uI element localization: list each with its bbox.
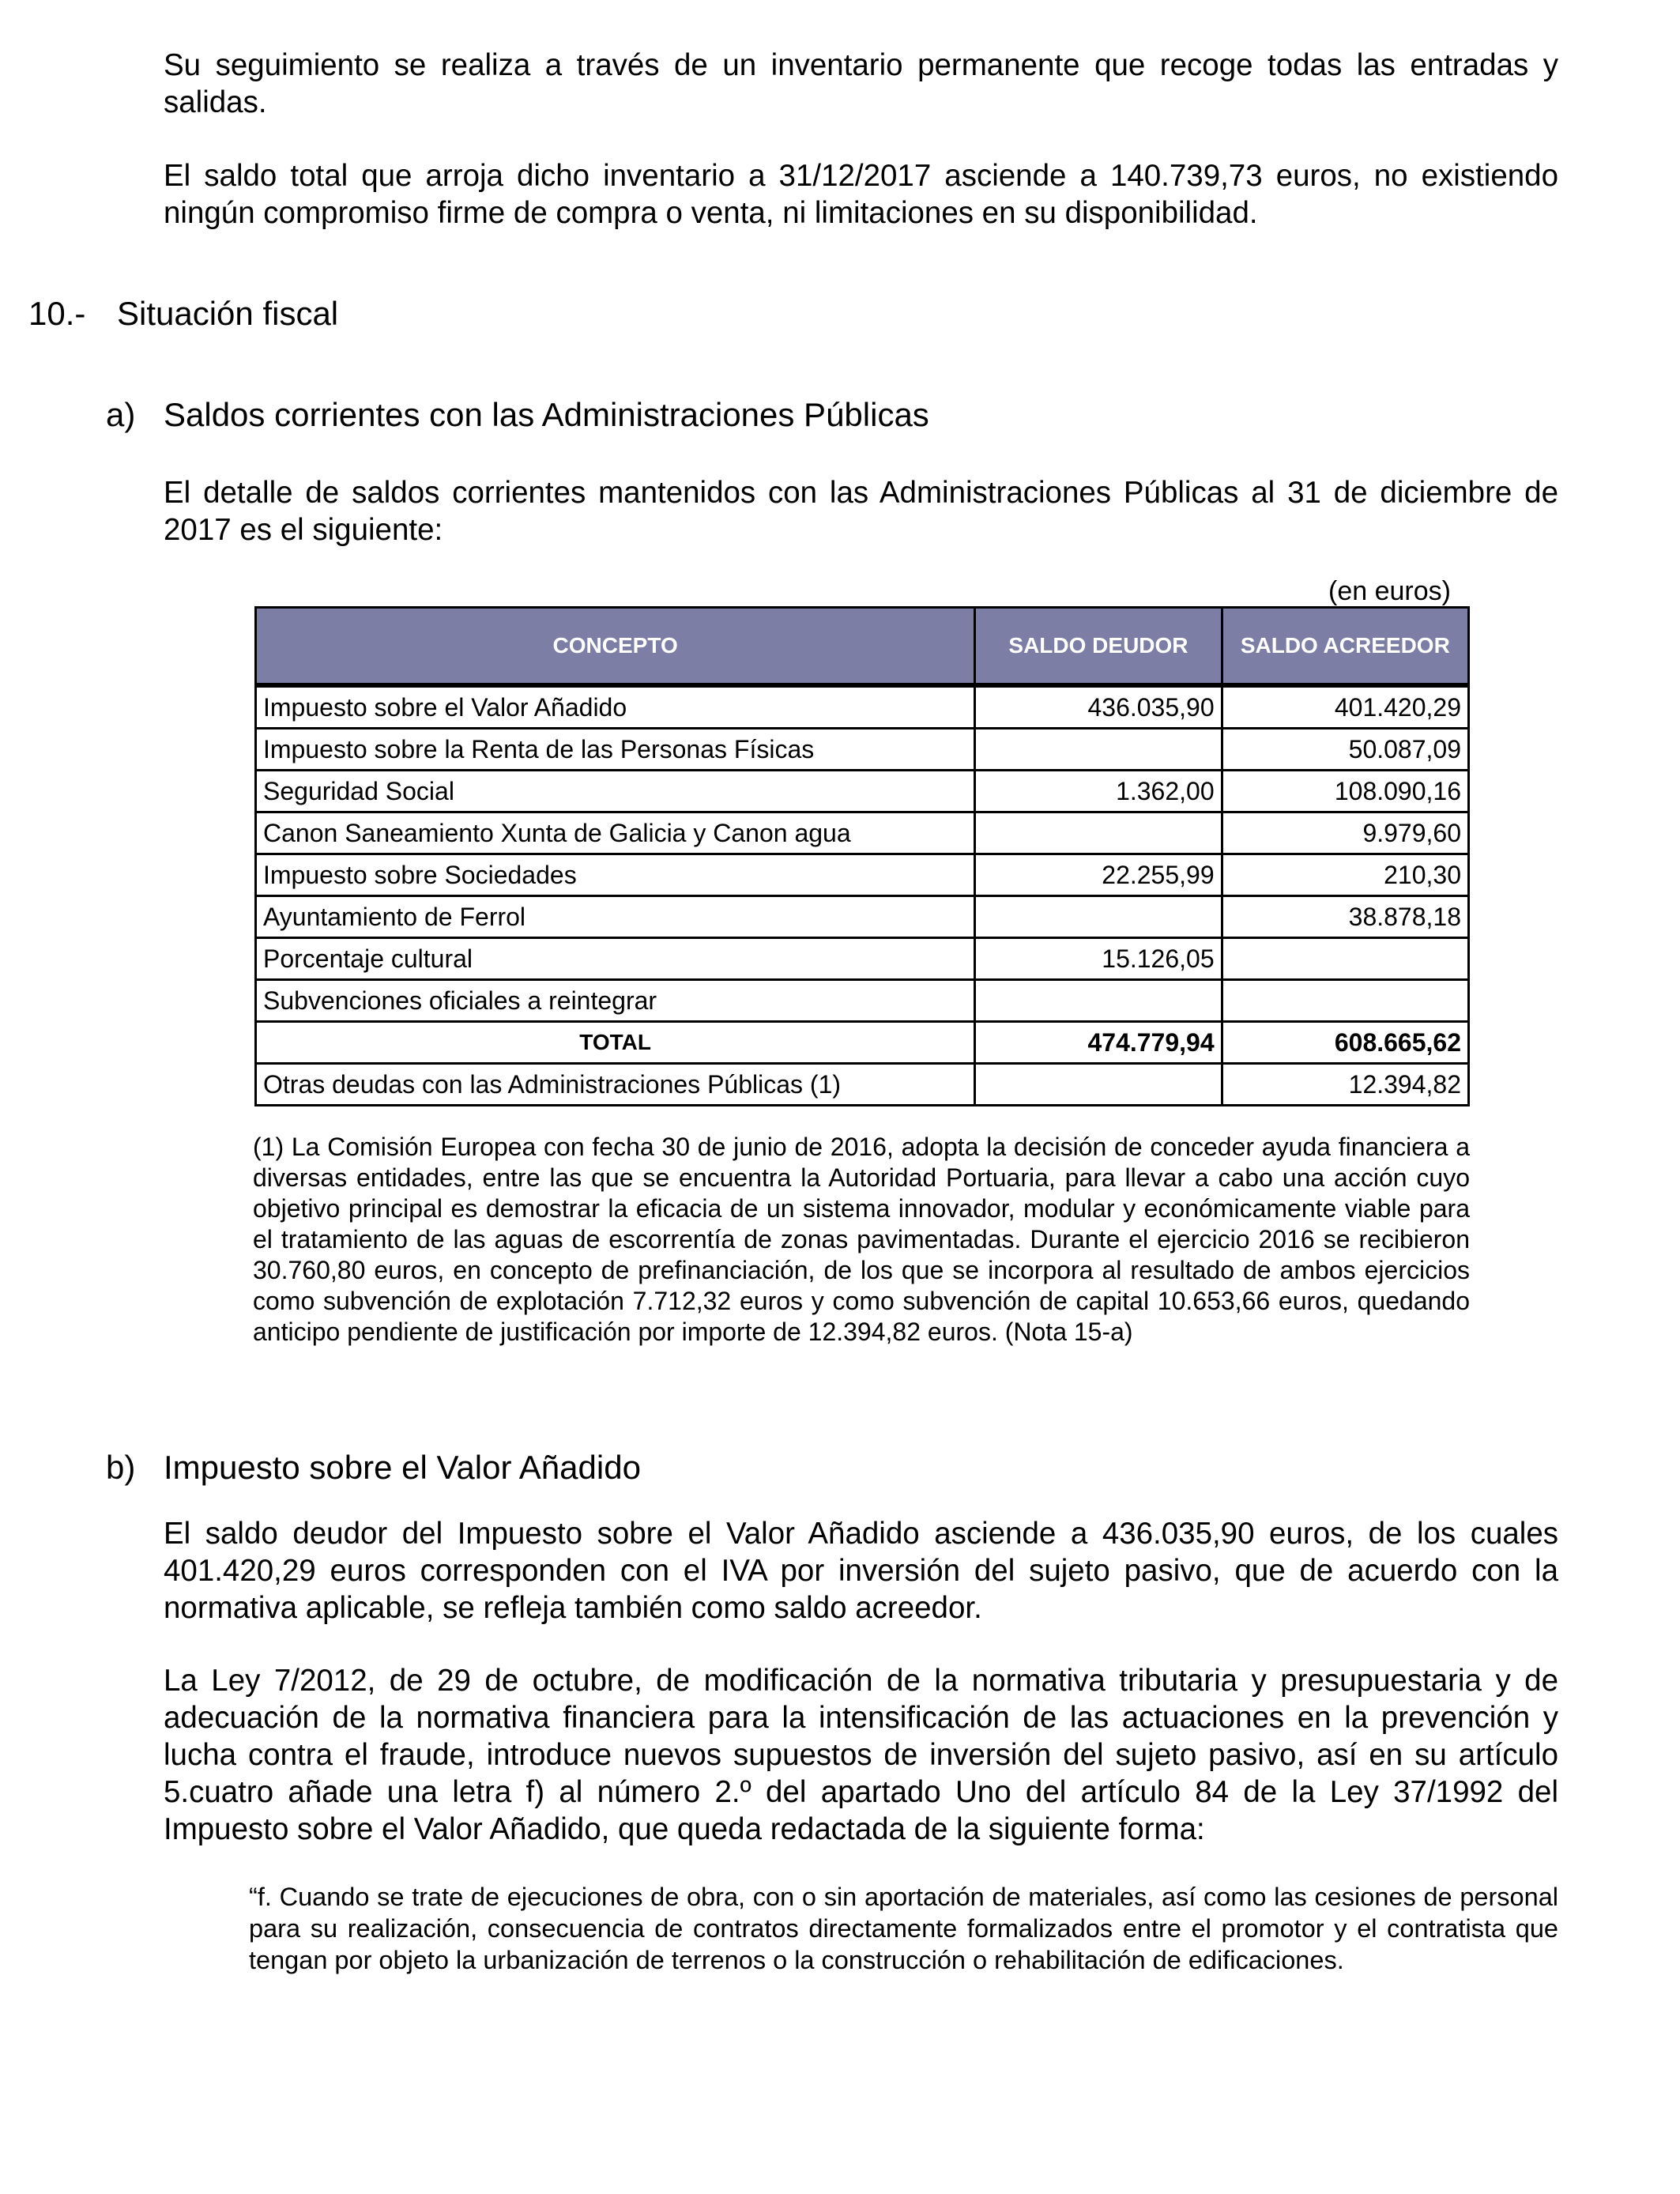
row-acreedor: 108.090,16 (1222, 771, 1468, 812)
header-concepto: CONCEPTO (256, 608, 975, 684)
total-acreedor: 608.665,62 (1222, 1022, 1468, 1064)
table-row (256, 771, 1469, 812)
table-row (256, 938, 1469, 980)
row-concepto: Subvenciones oficiales a reintegrar (256, 980, 975, 1022)
row-deudor (975, 896, 1222, 938)
row-acreedor: 9.979,60 (1222, 812, 1468, 854)
other-concepto: Otras deudas con las Administraciones Públicas (1) (256, 1064, 975, 1106)
section-a-heading (106, 395, 929, 435)
table-row (256, 729, 1469, 771)
row-acreedor: 38.878,18 (1222, 896, 1468, 938)
section-a-title: Saldos corrientes con las Administraciones Públicas (164, 396, 929, 433)
row-concepto: Ayuntamiento de Ferrol (256, 896, 975, 938)
table-row (256, 812, 1469, 854)
row-concepto: Impuesto sobre el Valor Añadido (256, 687, 975, 729)
row-acreedor: 401.420,29 (1222, 687, 1468, 729)
section-a-letter: a) (106, 396, 136, 433)
section-b-paragraph-1: El saldo deudor del Impuesto sobre el Valor Añadido asciende a 436.035,90 euros, de los cuales 401.420,29 euros corresponden con el IVA por inversión del sujeto pasivo, que de acuerdo con la normativa aplicable, se refleja también como saldo acreedor. (164, 1517, 1558, 1625)
section-10-number: 10.- (28, 295, 86, 332)
section-b-paragraph-2: La Ley 7/2012, de 29 de octubre, de modificación de la normativa tributaria y presupuestaria y de adecuación de la normativa financiera para la intensificación de las actuaciones en la prevención y lucha contra el fraude, introduce nuevos supuestos de inversión del sujeto pasivo, así en su artículo 5.cuatro añade una letra f) al número 2.º del apartado Uno del artículo 84 de la Ley 37/1992 del Impuesto sobre el Valor Añadido, que queda redactada de la siguiente forma: (164, 1664, 1558, 1846)
table-row (256, 980, 1469, 1022)
section-a-intro: El detalle de saldos corrientes mantenidos con las Administraciones Públicas al 31 de diciembre de 2017 es el siguiente: (164, 476, 1558, 547)
row-acreedor: 50.087,09 (1222, 729, 1468, 771)
row-deudor (975, 980, 1222, 1022)
row-concepto: Impuesto sobre la Renta de las Personas Físicas (256, 729, 975, 771)
row-acreedor: 210,30 (1222, 854, 1468, 896)
row-deudor: 436.035,90 (975, 687, 1222, 729)
intro-paragraph-1: Su seguimiento se realiza a través de un inventario permanente que recoge todas las entradas y salidas. (164, 48, 1558, 119)
section-b-letter: b) (106, 1449, 136, 1486)
row-concepto: Porcentaje cultural (256, 938, 975, 980)
table-row (256, 896, 1469, 938)
section-b-heading (106, 1448, 641, 1487)
row-deudor: 1.362,00 (975, 771, 1222, 812)
row-acreedor (1222, 938, 1468, 980)
fiscal-balances-table (254, 606, 1470, 1106)
table-footnote: (1) La Comisión Europea con fecha 30 de junio de 2016, adopta la decisión de conceder ayuda financiera a diversas entidades, entre las que se encuentra la Autoridad Portuaria, para llevar a cabo una acción cuyo objetivo principal es demostrar la eficacia de un sistema innovador, modular y económicamente viable para el tratamiento de las aguas de escorrentía de zonas pavimentadas. Durante el ejercicio 2016 se recibieron 30.760,80 euros, en concepto de prefinanciación, de los que se incorpora al resultado de ambos ejercicios como subvención de explotación 7.712,32 euros y como subvención de capital 10.653,66 euros, quedando anticipo pendiente de justificación por importe de 12.394,82 euros. (Nota 15-a) (253, 1133, 1470, 1346)
other-deudor (975, 1064, 1222, 1106)
row-deudor (975, 812, 1222, 854)
row-concepto: Canon Saneamiento Xunta de Galicia y Canon agua (256, 812, 975, 854)
section-b-title: Impuesto sobre el Valor Añadido (164, 1449, 641, 1486)
other-debts-row (256, 1064, 1469, 1106)
intro-paragraph-2: El saldo total que arroja dicho inventario a 31/12/2017 asciende a 140.739,73 euros, no existiendo ningún compromiso firme de compra o venta, ni limitaciones en su disponibilidad. (164, 159, 1558, 230)
row-deudor (975, 729, 1222, 771)
table-header-row (256, 608, 1469, 684)
total-deudor: 474.779,94 (975, 1022, 1222, 1064)
legal-quote: “f. Cuando se trate de ejecuciones de obra, con o sin aportación de materiales, así como las cesiones de personal para su realización, consecuencia de contratos directamente formalizados entre el promotor y el contratista que tengan por objeto la urbanización de terrenos o la construcción o rehabilitación de edificaciones. (249, 1883, 1558, 1974)
other-acreedor: 12.394,82 (1222, 1064, 1468, 1106)
row-concepto: Seguridad Social (256, 771, 975, 812)
row-concepto: Impuesto sobre Sociedades (256, 854, 975, 896)
section-10-title: Situación fiscal (117, 295, 339, 332)
header-saldo-acreedor: SALDO ACREEDOR (1222, 608, 1468, 684)
table-row (256, 854, 1469, 896)
row-deudor: 22.255,99 (975, 854, 1222, 896)
total-label: TOTAL (256, 1022, 975, 1064)
header-saldo-deudor: SALDO DEUDOR (975, 608, 1222, 684)
section-10-heading (28, 294, 338, 334)
row-deudor: 15.126,05 (975, 938, 1222, 980)
total-row (256, 1022, 1469, 1064)
currency-unit-label: (en euros) (1328, 576, 1451, 606)
table-row (256, 687, 1469, 729)
row-acreedor (1222, 980, 1468, 1022)
